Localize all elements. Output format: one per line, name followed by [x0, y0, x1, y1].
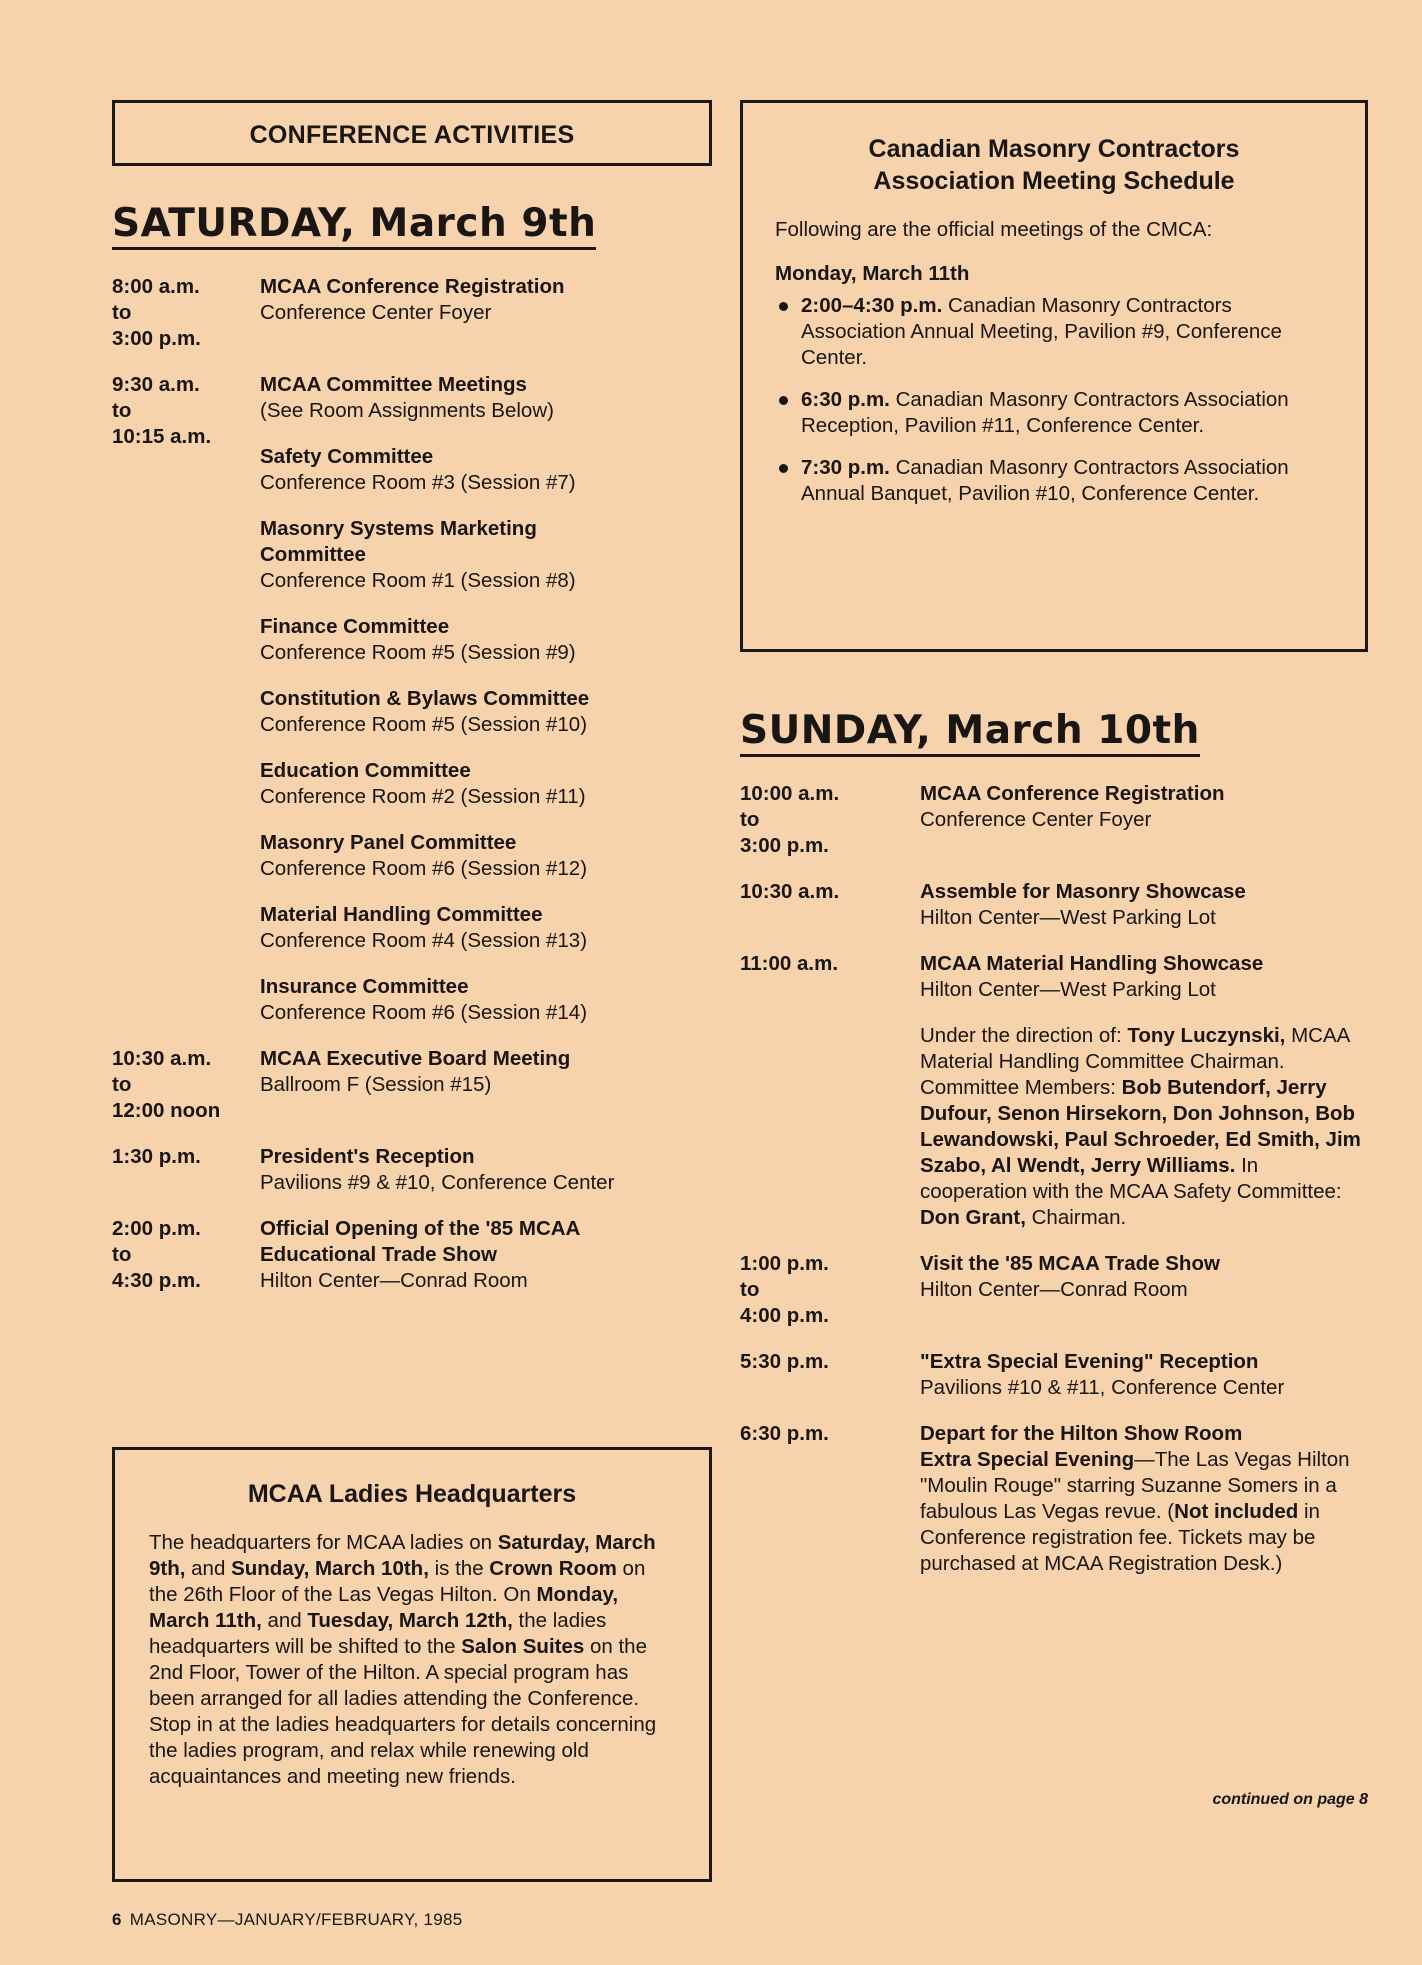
event-title: MCAA Executive Board Meeting	[260, 1047, 571, 1070]
cmca-title: Canadian Masonry Contractors	[868, 135, 1240, 163]
committee-session: Safety Committee Conference Room #3 (Session #7)	[260, 445, 576, 494]
schedule-event	[112, 1216, 712, 1294]
event-details	[260, 1046, 712, 1124]
event-title: "Extra Special Evening" Reception	[920, 1350, 1259, 1373]
event-location: Conference Center Foyer	[920, 808, 1152, 831]
cmca-title-line2: Association Meeting Schedule	[873, 167, 1235, 195]
event-details	[260, 372, 712, 1026]
left-column	[112, 100, 712, 1314]
committee-session: Masonry Systems Marketing Committee Conference Room #1 (Session #8)	[260, 517, 576, 592]
event-title: MCAA Conference Registration	[920, 782, 1225, 805]
saturday-schedule	[112, 274, 712, 1294]
schedule-event	[112, 274, 712, 352]
schedule-event	[740, 951, 1368, 1231]
event-time: 6:30 p.m.	[740, 1422, 829, 1445]
event-time: 10:00 a.m. to 3:00 p.m.	[740, 782, 840, 857]
schedule-event	[740, 879, 1368, 931]
conference-activities-header: CONFERENCE ACTIVITIES	[112, 100, 712, 166]
event-title: Official Opening of the '85 MCAA	[260, 1217, 581, 1240]
ladies-headquarters-box	[112, 1447, 712, 1882]
event-time: 5:30 p.m.	[740, 1350, 829, 1373]
event-title: Visit the '85 MCAA Trade Show	[920, 1252, 1220, 1275]
schedule-event	[112, 1046, 712, 1124]
cmca-subhead: Monday, March 11th	[775, 262, 970, 285]
list-item: 7:30 p.m. Canadian Masonry Contractors Association Annual Banquet, Pavilion #10, Conference Center.	[775, 455, 1333, 507]
cmca-meeting-list	[775, 293, 1333, 507]
schedule-event	[740, 781, 1368, 859]
event-title: MCAA Conference Registration	[260, 275, 565, 298]
event-details	[920, 1251, 1368, 1329]
event-title: Depart for the Hilton Show Room	[920, 1422, 1243, 1445]
event-location: Conference Center Foyer	[260, 301, 492, 324]
right-column	[740, 100, 1368, 1597]
event-location: Hilton Center—Conrad Room	[260, 1269, 528, 1292]
event-title: President's Reception	[260, 1145, 475, 1168]
sunday-schedule	[740, 781, 1368, 1577]
event-time: 2:00 p.m. to 4:30 p.m.	[112, 1217, 201, 1292]
ladies-headquarters-title: MCAA Ladies Headquarters	[247, 1480, 577, 1508]
ladies-headquarters-text: The headquarters for MCAA ladies on Saturday, March 9th, and Sunday, March 10th, is the Crown Room on the 26th Floor of the Las Vegas Hilton. On Monday, March 11th, and Tuesday, March 12th, the ladies headquarters will be shifted to the Salon Suites on the 2nd Floor, Tower of the Hilton. A special program has been arranged for all ladies attending the Conference. Stop in at the ladies headquarters for details concerning the ladies program, and relax while renewing old acquaintances and meeting new friends.	[149, 1531, 657, 1788]
event-location: Pavilions #10 & #11, Conference Center	[920, 1376, 1285, 1399]
committee-session: Constitution & Bylaws Committee Conference Room #5 (Session #10)	[260, 687, 590, 736]
event-note: (See Room Assignments Below)	[260, 399, 554, 422]
event-time: 1:30 p.m.	[112, 1145, 201, 1168]
schedule-event	[740, 1349, 1368, 1401]
event-time: 1:00 p.m. to 4:00 p.m.	[740, 1252, 829, 1327]
page-number: 6	[112, 1910, 122, 1929]
publication-line: MASONRY—JANUARY/FEBRUARY, 1985	[129, 1910, 463, 1929]
event-time: 9:30 a.m. to 10:15 a.m.	[112, 373, 212, 448]
event-location: Hilton Center—West Parking Lot	[920, 906, 1216, 929]
event-title: MCAA Material Handling Showcase	[920, 952, 1264, 975]
event-details	[920, 781, 1368, 859]
event-location: Ballroom F (Session #15)	[260, 1073, 492, 1096]
page-footer	[112, 1910, 463, 1930]
event-time: 10:30 a.m.	[740, 880, 840, 903]
committee-session: Education Committee Conference Room #2 (Session #11)	[260, 759, 586, 808]
sunday-title: SUNDAY, March 10th	[740, 710, 1200, 757]
event-details	[260, 1144, 712, 1196]
event-title: Assemble for Masonry Showcase	[920, 880, 1246, 903]
event-details	[920, 951, 1368, 1231]
list-item: 2:00–4:30 p.m. Canadian Masonry Contractors Association Annual Meeting, Pavilion #9, Conference Center.	[775, 293, 1333, 371]
event-location: Hilton Center—West Parking Lot	[920, 978, 1216, 1001]
committee-session: Masonry Panel Committee Conference Room #6 (Session #12)	[260, 831, 588, 880]
event-title-line2: Educational Trade Show	[260, 1243, 497, 1266]
event-description: Extra Special Evening—The Las Vegas Hilton "Moulin Rouge" starring Suzanne Somers in a fabulous Las Vegas revue. (Not included in Conference registration fee. Tickets may be purchased at MCAA Registration Desk.)	[920, 1448, 1350, 1575]
event-location: Pavilions #9 & #10, Conference Center	[260, 1171, 615, 1194]
event-details	[920, 879, 1368, 931]
event-time: 11:00 a.m.	[740, 952, 839, 975]
continued-note: continued on page 8	[1212, 1791, 1368, 1808]
schedule-event	[112, 1144, 712, 1196]
event-details	[260, 274, 712, 352]
committee-session: Material Handling Committee Conference Room #4 (Session #13)	[260, 903, 588, 952]
event-location: Hilton Center—Conrad Room	[920, 1278, 1188, 1301]
cmca-intro: Following are the official meetings of the CMCA:	[775, 218, 1213, 241]
event-title: MCAA Committee Meetings	[260, 373, 527, 396]
event-details	[920, 1349, 1368, 1401]
list-item: 6:30 p.m. Canadian Masonry Contractors Association Reception, Pavilion #11, Conference Center.	[775, 387, 1333, 439]
event-time: 8:00 a.m. to 3:00 p.m.	[112, 275, 201, 350]
cmca-schedule-box	[740, 100, 1368, 652]
saturday-title: SATURDAY, March 9th	[112, 203, 596, 250]
schedule-event	[740, 1251, 1368, 1329]
schedule-event	[740, 1421, 1368, 1577]
schedule-event	[112, 372, 712, 1026]
event-details	[920, 1421, 1368, 1577]
event-details	[260, 1216, 712, 1294]
showcase-description: Under the direction of: Tony Luczynski, MCAA Material Handling Committee Chairman. Committee Members: Bob Butendorf, Jerry Dufour, Senon Hirsekorn, Don Johnson, Bob Lewandowski, Paul Schroeder, Ed Smith, Jim Szabo, Al Wendt, Jerry Williams. In cooperation with the MCAA Safety Committee: Don Grant, Chairman.	[920, 1024, 1361, 1229]
event-time: 10:30 a.m. to 12:00 noon	[112, 1047, 221, 1122]
committee-session: Finance Committee Conference Room #5 (Session #9)	[260, 615, 576, 664]
committee-session: Insurance Committee Conference Room #6 (Session #14)	[260, 975, 588, 1024]
